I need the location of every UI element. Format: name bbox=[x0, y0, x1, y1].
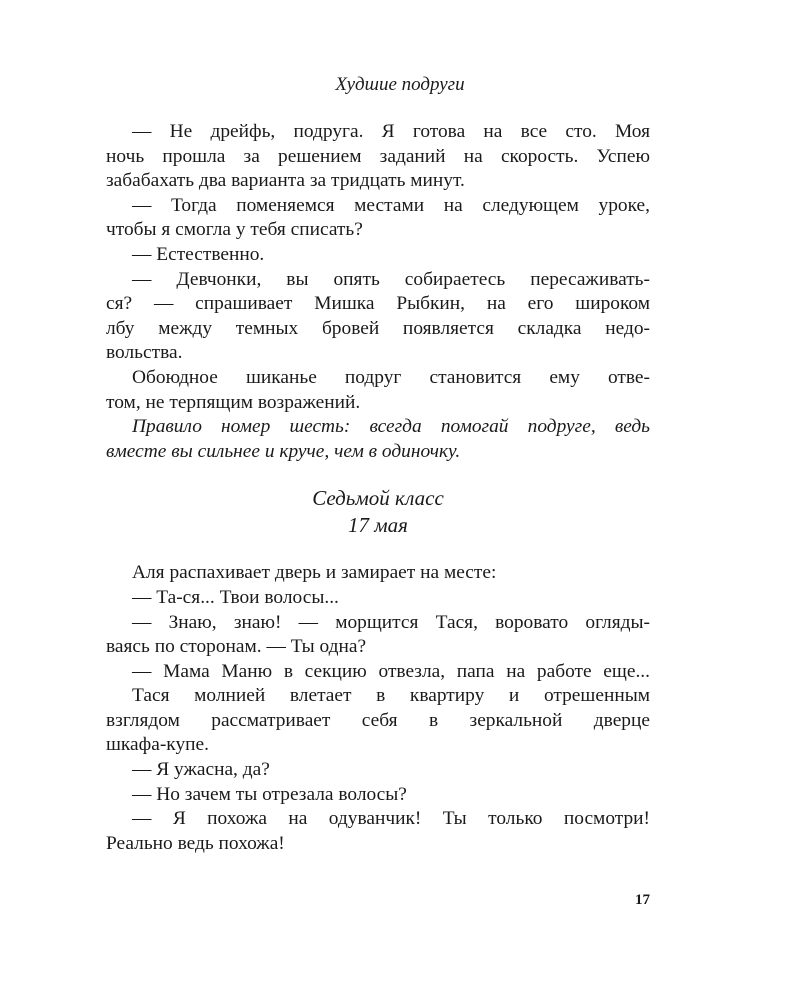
paragraph-line: Реально ведь похожа! bbox=[106, 832, 285, 854]
rule-line: Правило номер шесть: всегда помогай подруге, ведь bbox=[132, 416, 650, 438]
paragraph-line: — Естественно. bbox=[132, 243, 265, 265]
running-head: Худшие подруги bbox=[335, 74, 465, 95]
paragraph-line: чтобы я смогла у тебя списать? bbox=[106, 219, 363, 241]
paragraph-line: ся? — спрашивает Мишка Рыбкин, на его широком bbox=[106, 293, 650, 315]
paragraph-line: том, не терпящим возражений. bbox=[106, 391, 361, 413]
page-number: 17 bbox=[635, 892, 650, 908]
paragraph-line: — Я похожа на одуванчик! Ты только посмотри! bbox=[132, 808, 650, 830]
paragraph-line: забабахать два варианта за тридцать минут. bbox=[106, 170, 465, 192]
rule-line: вместе вы сильнее и круче, чем в одиночку. bbox=[106, 440, 461, 462]
paragraph-line: Обоюдное шиканье подруг становится ему отве- bbox=[132, 366, 650, 388]
paragraph-line: — Не дрейфь, подруга. Я готова на все сто. Моя bbox=[132, 121, 650, 142]
paragraph-line: — Мама Маню в секцию отвезла, папа на работе еще... bbox=[132, 660, 650, 682]
paragraph-line: — Та-ся... Твои волосы... bbox=[132, 586, 339, 608]
paragraph-line: — Тогда поменяемся местами на следующем уроке, bbox=[132, 194, 650, 216]
chapter-date: 17 мая bbox=[348, 513, 408, 538]
paragraph-line: взглядом рассматривает себя в зеркальной дверце bbox=[106, 709, 650, 731]
paragraph-line: — Но зачем ты отрезала волосы? bbox=[132, 783, 407, 805]
paragraph-line: шкафа-купе. bbox=[106, 734, 209, 756]
paragraph-line: Тася молнией влетает в квартиру и отрешенным bbox=[132, 685, 650, 707]
paragraph-line: — Девчонки, вы опять собираетесь пересаживать- bbox=[132, 268, 650, 290]
paragraph-line: Аля распахивает дверь и замирает на месте: bbox=[132, 562, 497, 584]
paragraph-line: ваясь по сторонам. — Ты одна? bbox=[106, 636, 367, 658]
chapter-title: Седьмой класс bbox=[312, 486, 444, 511]
text-block bbox=[106, 120, 650, 856]
paragraph-line: — Знаю, знаю! — морщится Тася, воровато огляды- bbox=[132, 611, 650, 633]
paragraph-line: ночь прошла за решением заданий на скорость. Успею bbox=[106, 145, 650, 167]
paragraph-line: лбу между темных бровей появляется складка недо- bbox=[106, 317, 650, 339]
paragraph-line: вольства. bbox=[106, 342, 183, 364]
paragraph-line: — Я ужасна, да? bbox=[132, 759, 270, 781]
